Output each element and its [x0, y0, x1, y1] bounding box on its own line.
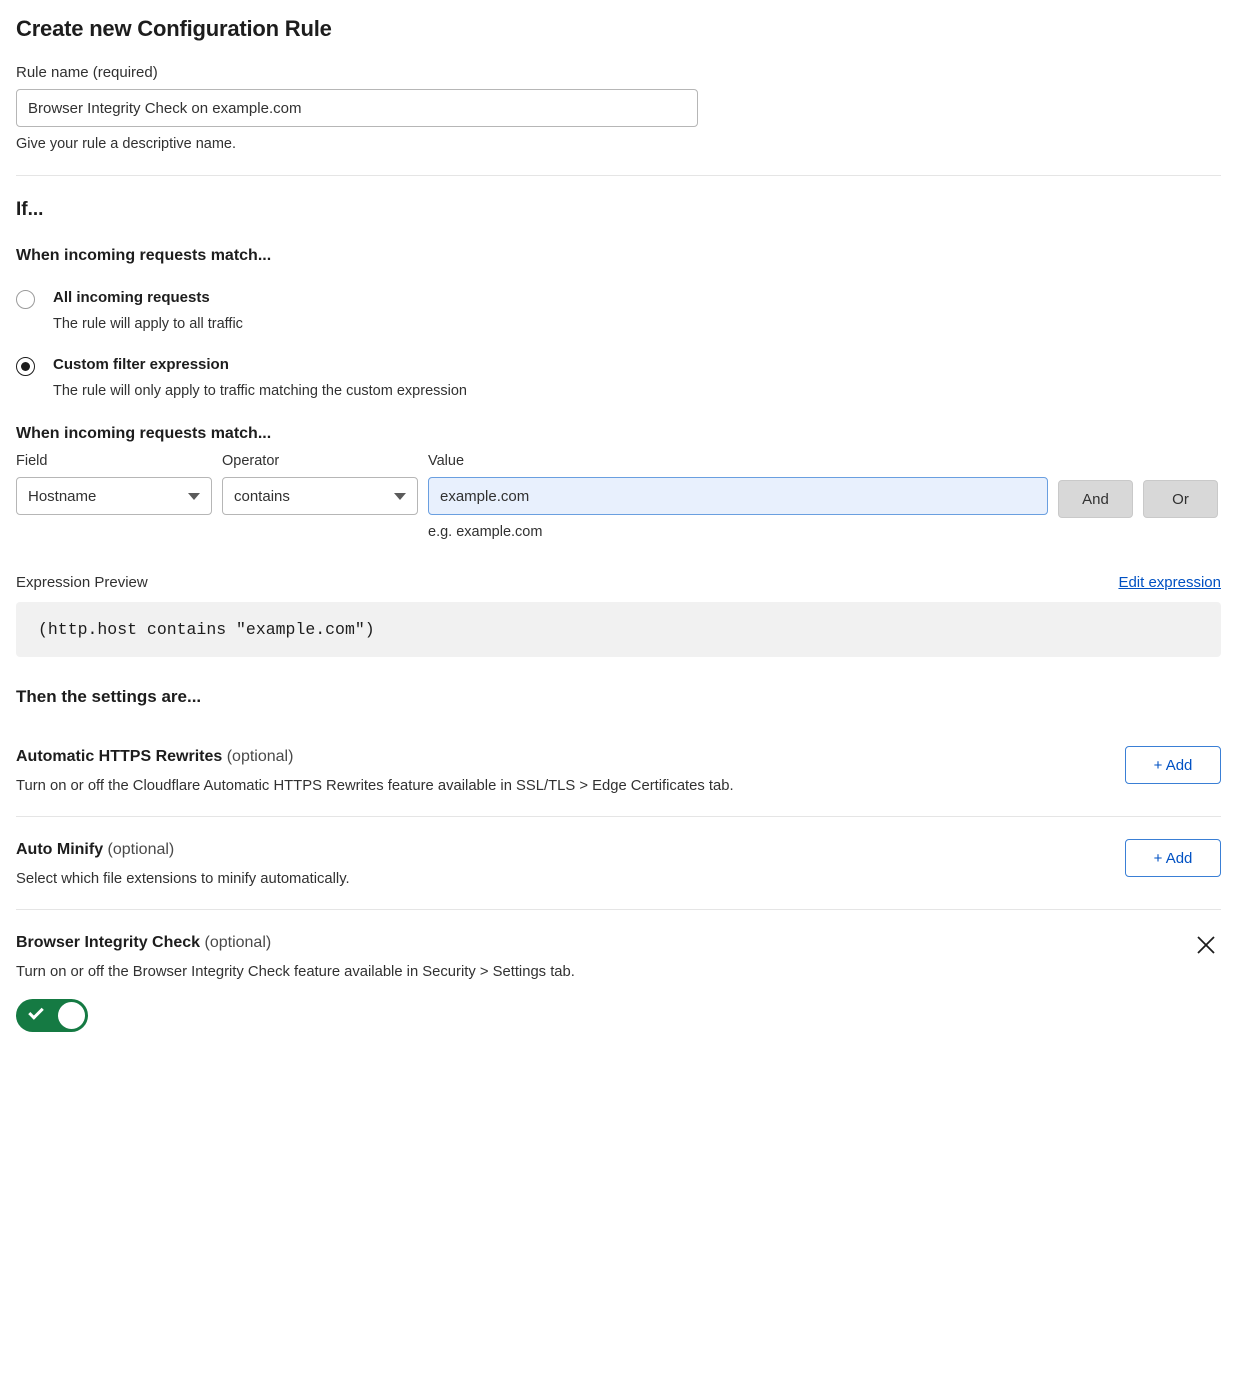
setting-title-automatic-https-rewrites — [16, 748, 1221, 766]
add-button-auto-minify[interactable]: + Add — [1125, 839, 1221, 877]
chevron-down-icon — [394, 493, 406, 500]
field-column — [16, 453, 212, 515]
value-column — [428, 453, 1048, 540]
radio-icon-all-requests[interactable] — [16, 290, 35, 309]
setting-name: Browser Integrity Check — [16, 934, 201, 951]
and-button-wrap — [1058, 453, 1133, 518]
or-button-wrap — [1143, 453, 1218, 518]
operator-label: Operator — [222, 453, 280, 469]
radio-desc-all-requests: The rule will apply to all traffic — [53, 316, 243, 332]
filter-builder-row — [16, 453, 1221, 540]
configuration-rule-form — [0, 16, 1237, 1393]
setting-optional-tag: (optional) — [103, 841, 175, 858]
radio-title-custom-filter: Custom filter expression — [53, 356, 229, 373]
radio-option-custom-filter[interactable] — [16, 356, 1221, 399]
value-help: e.g. example.com — [428, 524, 543, 540]
setting-desc-browser-integrity-check: Turn on or off the Browser Integrity Check feature available in Security > Settings tab. — [16, 964, 575, 980]
setting-desc-automatic-https-rewrites: Turn on or off the Cloudflare Automatic HTTPS Rewrites feature available in SSL/TLS > Edge Certificates tab. — [16, 778, 734, 794]
and-button[interactable]: And — [1058, 480, 1133, 518]
rule-name-label: Rule name (required) — [16, 64, 158, 81]
setting-auto-minify — [16, 816, 1221, 909]
if-section-heading: If... — [16, 199, 44, 220]
radio-icon-custom-filter[interactable] — [16, 357, 35, 376]
filter-heading: When incoming requests match... — [16, 425, 272, 442]
rule-name-input[interactable] — [16, 89, 698, 127]
radio-title-all-requests: All incoming requests — [53, 289, 210, 306]
browser-integrity-check-toggle[interactable] — [16, 999, 88, 1032]
value-input[interactable] — [428, 477, 1048, 515]
expression-preview-box: (http.host contains "example.com") — [16, 602, 1221, 657]
radio-option-all-requests[interactable] — [16, 289, 1221, 332]
page-title: Create new Configuration Rule — [16, 16, 332, 41]
operator-select[interactable] — [222, 477, 418, 515]
field-select[interactable] — [16, 477, 212, 515]
setting-title-auto-minify — [16, 841, 1221, 859]
divider-top — [16, 175, 1221, 176]
check-icon — [28, 1004, 44, 1020]
rule-name-group — [16, 64, 1221, 152]
value-label: Value — [428, 453, 465, 469]
expression-preview-label: Expression Preview — [16, 574, 148, 591]
setting-title-browser-integrity-check — [16, 934, 1221, 952]
rule-name-help: Give your rule a descriptive name. — [16, 136, 237, 152]
setting-name: Automatic HTTPS Rewrites — [16, 748, 223, 765]
operator-column — [222, 453, 418, 515]
field-select-value: Hostname — [28, 487, 97, 505]
radio-desc-custom-filter: The rule will only apply to traffic matching the custom expression — [53, 383, 467, 399]
setting-optional-tag: (optional) — [200, 934, 272, 951]
close-icon[interactable] — [1193, 932, 1219, 958]
setting-optional-tag: (optional) — [222, 748, 294, 765]
operator-select-value: contains — [234, 487, 290, 505]
add-button-automatic-https-rewrites[interactable]: + Add — [1125, 746, 1221, 784]
setting-automatic-https-rewrites — [16, 724, 1221, 816]
match-heading: When incoming requests match... — [16, 247, 272, 264]
chevron-down-icon — [188, 493, 200, 500]
setting-browser-integrity-check — [16, 909, 1221, 1054]
toggle-knob — [58, 1002, 85, 1029]
or-button[interactable]: Or — [1143, 480, 1218, 518]
edit-expression-link[interactable]: Edit expression — [1118, 574, 1221, 591]
setting-name: Auto Minify — [16, 841, 104, 858]
then-settings-heading: Then the settings are... — [16, 687, 202, 706]
field-label: Field — [16, 453, 48, 469]
setting-desc-auto-minify: Select which file extensions to minify automatically. — [16, 871, 350, 887]
expression-preview-header — [16, 574, 1221, 591]
